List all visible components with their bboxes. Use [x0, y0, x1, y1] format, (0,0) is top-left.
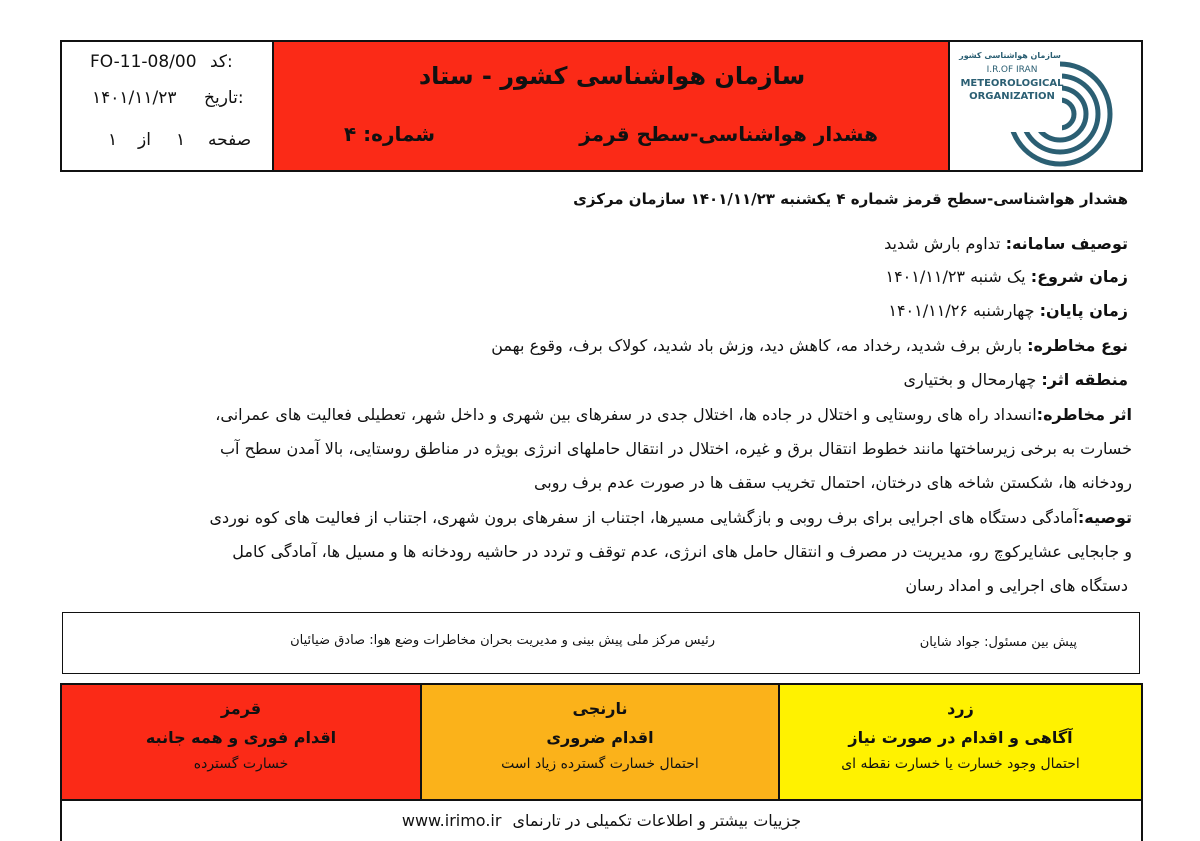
system-value: تداوم بارش شدید — [884, 234, 1006, 253]
end-label: زمان پایان: — [1039, 301, 1128, 320]
logo-text-en-1: I.R.OF IRAN — [986, 65, 1038, 75]
page-of: از — [138, 130, 151, 150]
end-line — [888, 301, 1128, 320]
page-label: صفحه — [208, 130, 252, 150]
document-code-box — [62, 42, 274, 170]
warning-levels — [60, 683, 1143, 801]
end-value: چهارشنبه ۱۴۰۱/۱۱/۲۶ — [888, 301, 1040, 320]
system-label: توصیف سامانه: — [1005, 234, 1128, 253]
hazard-line — [491, 336, 1128, 355]
impact-line-2: خسارت به برخی زیرساختها مانند خطوط انتقال برق و غیره، اختلال در انتقال حاملهای انرژی بویژه در مناطق روستایی، بالا آمدن سطح آب — [219, 439, 1132, 458]
level-yellow-action: آگاهی و اقدام در صورت نیاز — [848, 728, 1073, 747]
footer-line — [62, 811, 1141, 830]
system-line — [884, 234, 1128, 253]
warning-header — [60, 40, 1143, 172]
area-value: چهارمحال و بختیاری — [903, 370, 1042, 389]
org-title: سازمان هواشناسی کشور - ستاد — [418, 62, 806, 90]
impact-text-1: انسداد راه های روستایی و اختلال در جاده ها، اختلال جدی در سفرهای بین شهری و داخل شهر، تعطیلی فعالیت های عمرانی، — [215, 405, 1037, 424]
start-label: زمان شروع: — [1030, 267, 1128, 286]
hazard-value: بارش برف شدید، رخداد مه، کاهش دید، وزش باد شدید، کولاک برف، وقوع بهمن — [491, 336, 1028, 355]
level-orange-action: اقدام ضروری — [546, 728, 654, 747]
impact-line-1 — [215, 405, 1132, 424]
logo-text-fa: سازمان هواشناسی کشور — [959, 51, 1061, 60]
advice-line-1 — [210, 508, 1132, 527]
level-yellow — [780, 685, 1141, 799]
level-yellow-desc: احتمال وجود خسارت یا خسارت نقطه ای — [841, 756, 1080, 772]
level-red-action: اقدام فوری و همه جانبه — [145, 728, 337, 747]
footer — [60, 801, 1143, 841]
advice-text-1: آمادگی دستگاه های اجرایی برای برف روبی و بازگشایی مسیرها، اجتناب از سفرهای برون شهری، اجتناب از فعالیت های کوه نوردی — [209, 508, 1078, 527]
impact-label: اثر مخاطره: — [1036, 405, 1132, 424]
logo-box — [950, 42, 1141, 170]
page-total: ۱ — [108, 130, 118, 150]
responsible-forecaster: پیش بین مسئول: جواد شایان — [919, 635, 1077, 650]
code-label: کد: — [210, 52, 233, 72]
date-label: تاریخ: — [204, 88, 244, 108]
center-head: رئیس مرکز ملی پیش بینی و مدیریت بحران مخاطرات وضع هوا: صادق ضیائیان — [290, 633, 715, 648]
impact-line-3: رودخانه ها، شکستن شاخه های درختان، احتمال تخریب سقف ها در صورت عدم برف روبی — [533, 473, 1132, 492]
start-line — [885, 267, 1128, 286]
forecaster-box — [62, 612, 1140, 674]
level-red-desc: خسارت گسترده — [193, 756, 289, 772]
advice-label: توصیه: — [1077, 508, 1132, 527]
meteorological-organization-logo — [950, 42, 1141, 170]
level-red-name: قرمز — [220, 699, 262, 718]
warning-title: هشدار هواشناسی-سطح قرمز — [579, 122, 878, 146]
page-current: ۱ — [176, 130, 186, 150]
code-value: FO-11-08/00 — [90, 52, 197, 72]
hazard-label: نوع مخاطره: — [1027, 336, 1128, 355]
start-value: یک شنبه ۱۴۰۱/۱۱/۲۳ — [885, 267, 1031, 286]
area-label: منطقه اثر: — [1041, 370, 1128, 389]
date-value: ۱۴۰۱/۱۱/۲۳ — [92, 88, 177, 108]
advice-line-2: و جابجایی عشایرکوچ رو، مدیریت در مصرف و انتقال حامل های انرژی، عدم توقف و تردد در حاشیه رودخانه ها و مسیل ها، آمادگی کامل — [232, 542, 1132, 561]
level-yellow-name: زرد — [947, 699, 974, 718]
title-box — [274, 42, 950, 170]
logo-text-en-2: METEOROLOGICAL — [960, 78, 1064, 89]
level-red — [62, 685, 420, 799]
footer-text: جزییات بیشتر و اطلاعات تکمیلی در تارنمای — [512, 811, 802, 830]
footer-url[interactable]: www.irimo.ir — [401, 811, 502, 830]
advice-line-3: دستگاه های اجرایی و امداد رسان — [905, 576, 1128, 595]
level-orange-name: نارنجی — [572, 699, 628, 718]
logo-text-en-3: ORGANIZATION — [969, 91, 1055, 102]
level-orange-desc: احتمال خسارت گسترده زیاد است — [501, 756, 699, 772]
level-orange — [420, 685, 780, 799]
warning-number: شماره: ۴ — [344, 122, 436, 146]
area-line — [904, 370, 1128, 389]
headline: هشدار هواشناسی-سطح قرمز شماره ۴ یکشنبه ۱۴۰۱/۱۱/۲۳ سازمان مرکزی — [573, 190, 1128, 208]
